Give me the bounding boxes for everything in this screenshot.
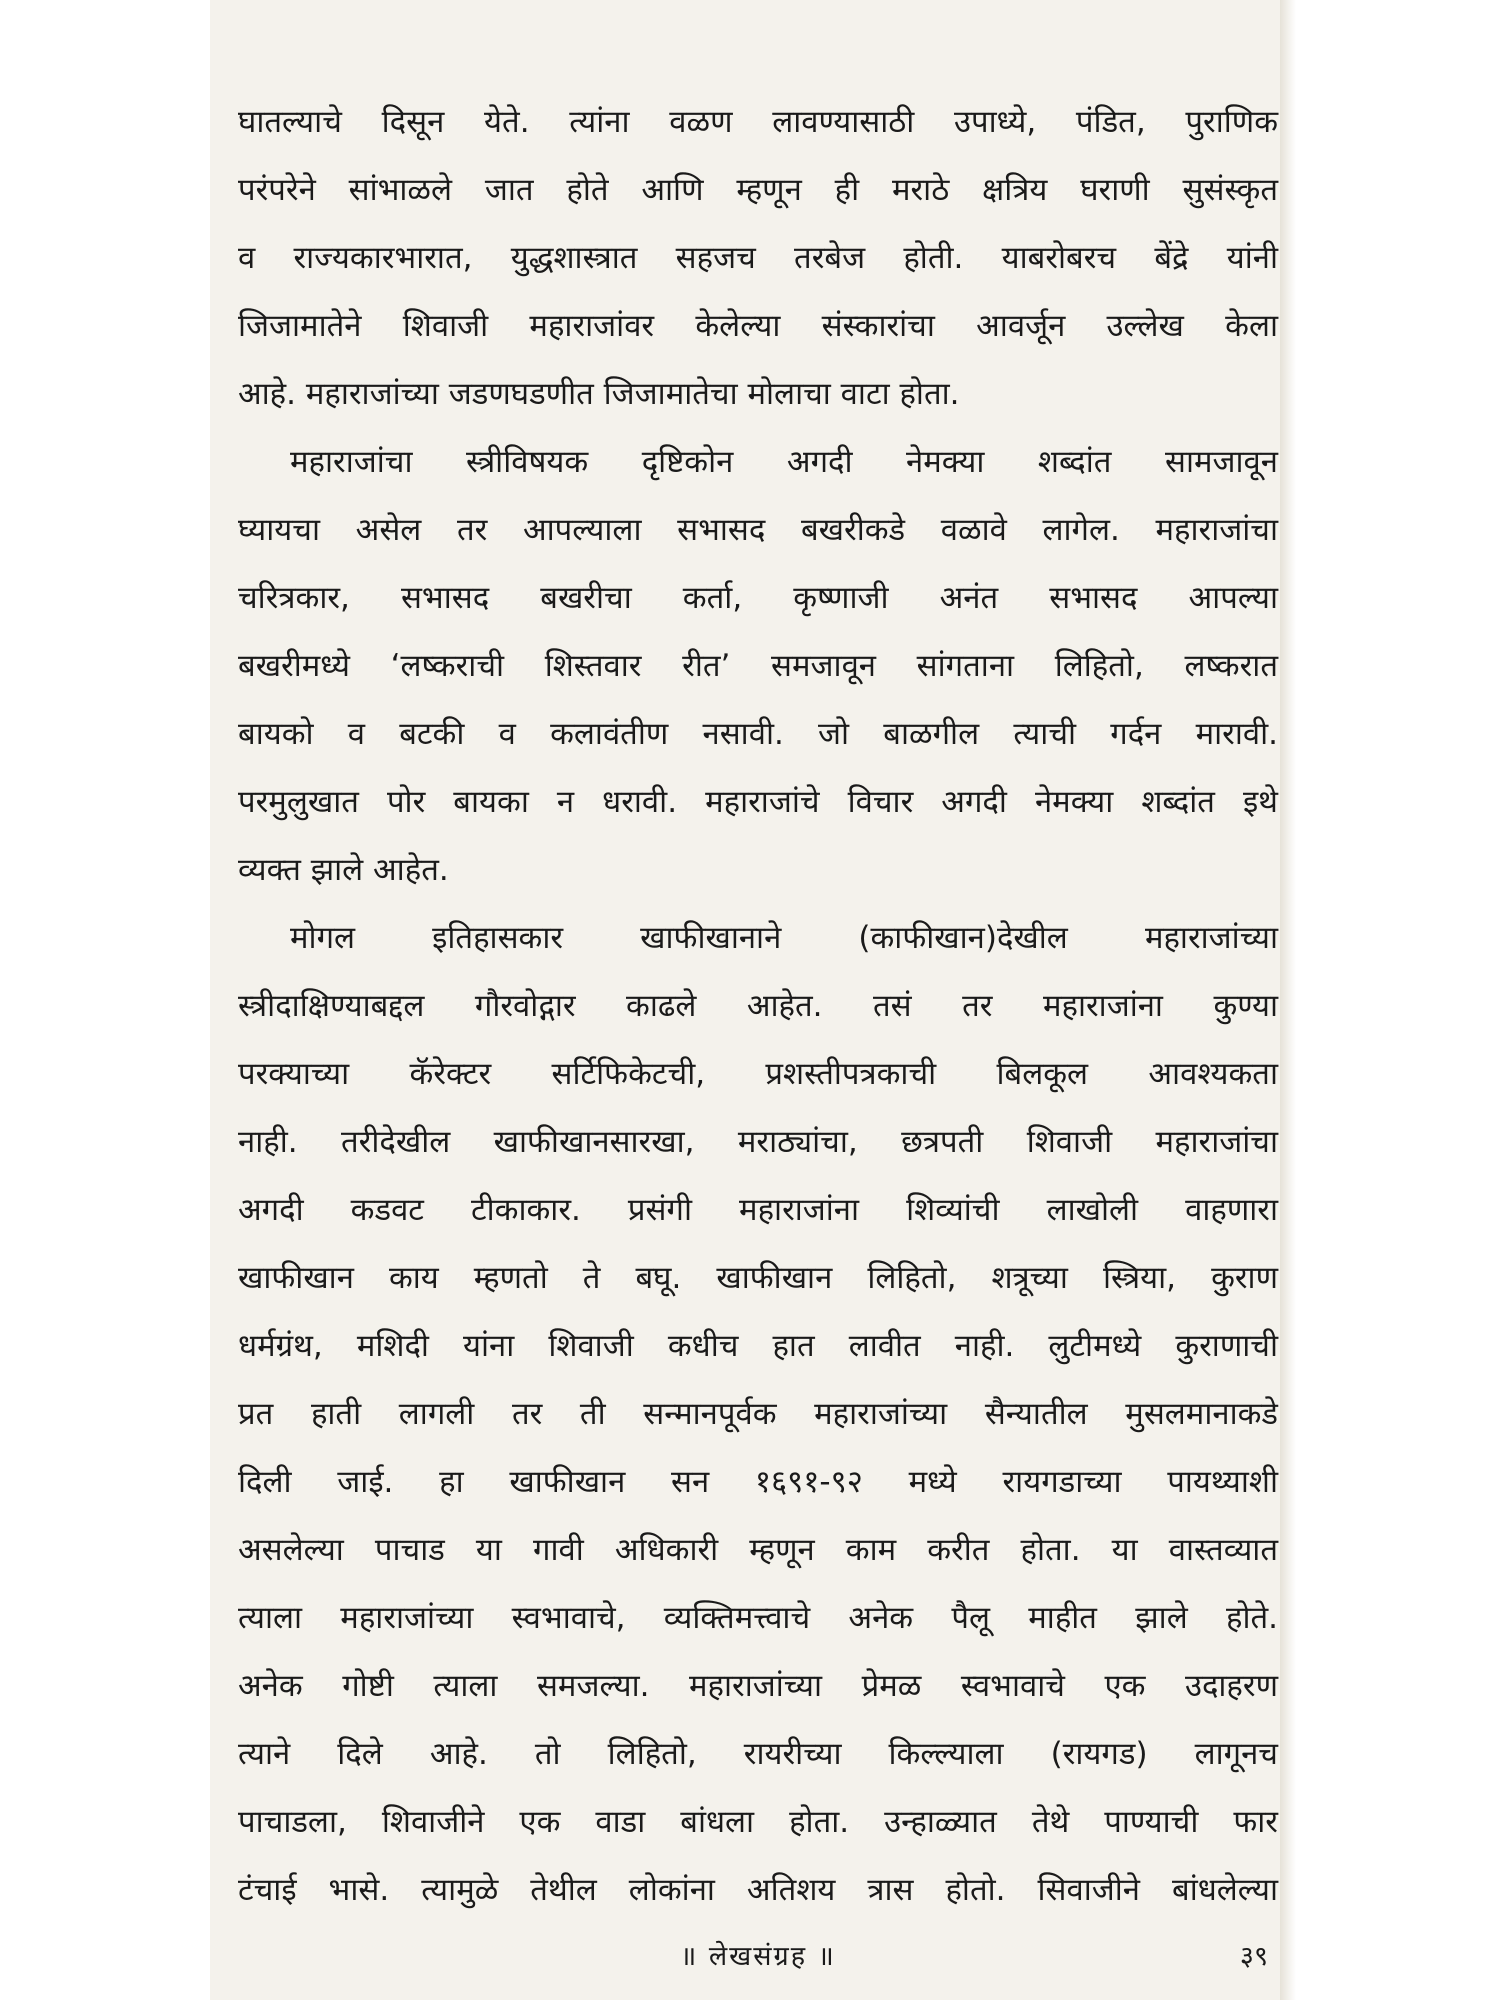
text-line: दिली जाई. हा खाफीखान सन १६९१-९२ मध्ये रायगडाच्या पायथ्याशी: [238, 1464, 1278, 1500]
text-line: व्यक्त झाले आहेत.: [238, 852, 449, 888]
text-line: परंपरेने सांभाळले जात होते आणि म्हणून ही मराठे क्षत्रिय घराणी सुसंस्कृत: [238, 172, 1278, 208]
text-line: त्याला महाराजांच्या स्वभावाचे, व्यक्तिमत्त्वाचे अनेक पैलू माहीत झाले होते.: [238, 1600, 1278, 1636]
text-line: परमुलुखात पोर बायका न धरावी. महाराजांचे विचार अगदी नेमक्या शब्दांत इथे: [238, 784, 1278, 820]
text-line: महाराजांचा स्त्रीविषयक दृष्टिकोन अगदी नेमक्या शब्दांत सामजावून: [290, 444, 1278, 480]
page-number: ३९: [1239, 1941, 1268, 1972]
text-line: अगदी कडवट टीकाकार. प्रसंगी महाराजांना शिव्यांची लाखोली वाहणारा: [238, 1192, 1278, 1228]
text-line: बखरीमध्ये ‘लष्कराची शिस्तवार रीत’ समजावून सांगताना लिहितो, लष्करात: [238, 648, 1278, 684]
text-line: बायको व बटकी व कलावंतीण नसावी. जो बाळगील त्याची गर्दन मारावी.: [238, 716, 1278, 752]
text-line: चरित्रकार, सभासद बखरीचा कर्ता, कृष्णाजी अनंत सभासद आपल्या: [238, 580, 1278, 616]
text-line: टंचाई भासे. त्यामुळे तेथील लोकांना अतिशय त्रास होतो. सिवाजीने बांधलेल्या: [238, 1872, 1278, 1908]
text-line: परक्याच्या कॅरेक्टर सर्टिफिकेटची, प्रशस्तीपत्रकाची बिलकूल आवश्यकता: [238, 1056, 1278, 1092]
text-line: स्त्रीदाक्षिण्याबद्दल गौरवोद्गार काढले आहेत. तसं तर महाराजांना कुण्या: [238, 988, 1278, 1024]
text-line: अनेक गोष्टी त्याला समजल्या. महाराजांच्या प्रेमळ स्वभावाचे एक उदाहरण: [238, 1668, 1278, 1704]
text-line: असलेल्या पाचाड या गावी अधिकारी म्हणून काम करीत होता. या वास्तव्यात: [238, 1532, 1278, 1568]
page-edge-shadow: [1280, 0, 1296, 2000]
text-line: घातल्याचे दिसून येते. त्यांना वळण लावण्यासाठी उपाध्ये, पंडित, पुराणिक: [238, 104, 1278, 140]
text-line: मोगल इतिहासकार खाफीखानाने (काफीखान)देखील महाराजांच्या: [290, 920, 1278, 956]
text-line: नाही. तरीदेखील खाफीखानसारखा, मराठ्यांचा, छत्रपती शिवाजी महाराजांचा: [238, 1124, 1278, 1160]
text-line: जिजामातेने शिवाजी महाराजांवर केलेल्या संस्कारांचा आवर्जून उल्लेख केला: [238, 308, 1278, 344]
text-line: आहे. महाराजांच्या जडणघडणीत जिजामातेचा मोलाचा वाटा होता.: [238, 376, 960, 412]
paragraph: [238, 904, 1278, 1924]
text-line: खाफीखान काय म्हणतो ते बघू. खाफीखान लिहितो, शत्रूच्या स्त्रिया, कुराण: [238, 1260, 1278, 1296]
running-footer-title: ॥ लेखसंग्रह ॥: [680, 1941, 836, 1972]
paragraph: [238, 88, 1278, 428]
text-line: त्याने दिले आहे. तो लिहितो, रायरीच्या किल्ल्याला (रायगड) लागूनच: [238, 1736, 1278, 1772]
text-line: व राज्यकारभारात, युद्धशास्त्रात सहजच तरबेज होती. याबरोबरच बेंद्रे यांनी: [238, 240, 1278, 276]
body-text: [238, 88, 1278, 1924]
text-line: धर्मग्रंथ, मशिदी यांना शिवाजी कधीच हात लावीत नाही. लुटीमध्ये कुराणाची: [238, 1328, 1278, 1364]
text-line: प्रत हाती लागली तर ती सन्मानपूर्वक महाराजांच्या सैन्यातील मुसलमानाकडे: [238, 1396, 1278, 1432]
page-footer: [238, 1930, 1278, 1974]
text-line: घ्यायचा असेल तर आपल्याला सभासद बखरीकडे वळावे लागेल. महाराजांचा: [238, 512, 1278, 548]
paragraph: [238, 428, 1278, 904]
text-line: पाचाडला, शिवाजीने एक वाडा बांधला होता. उन्हाळ्यात तेथे पाण्याची फार: [238, 1804, 1278, 1840]
